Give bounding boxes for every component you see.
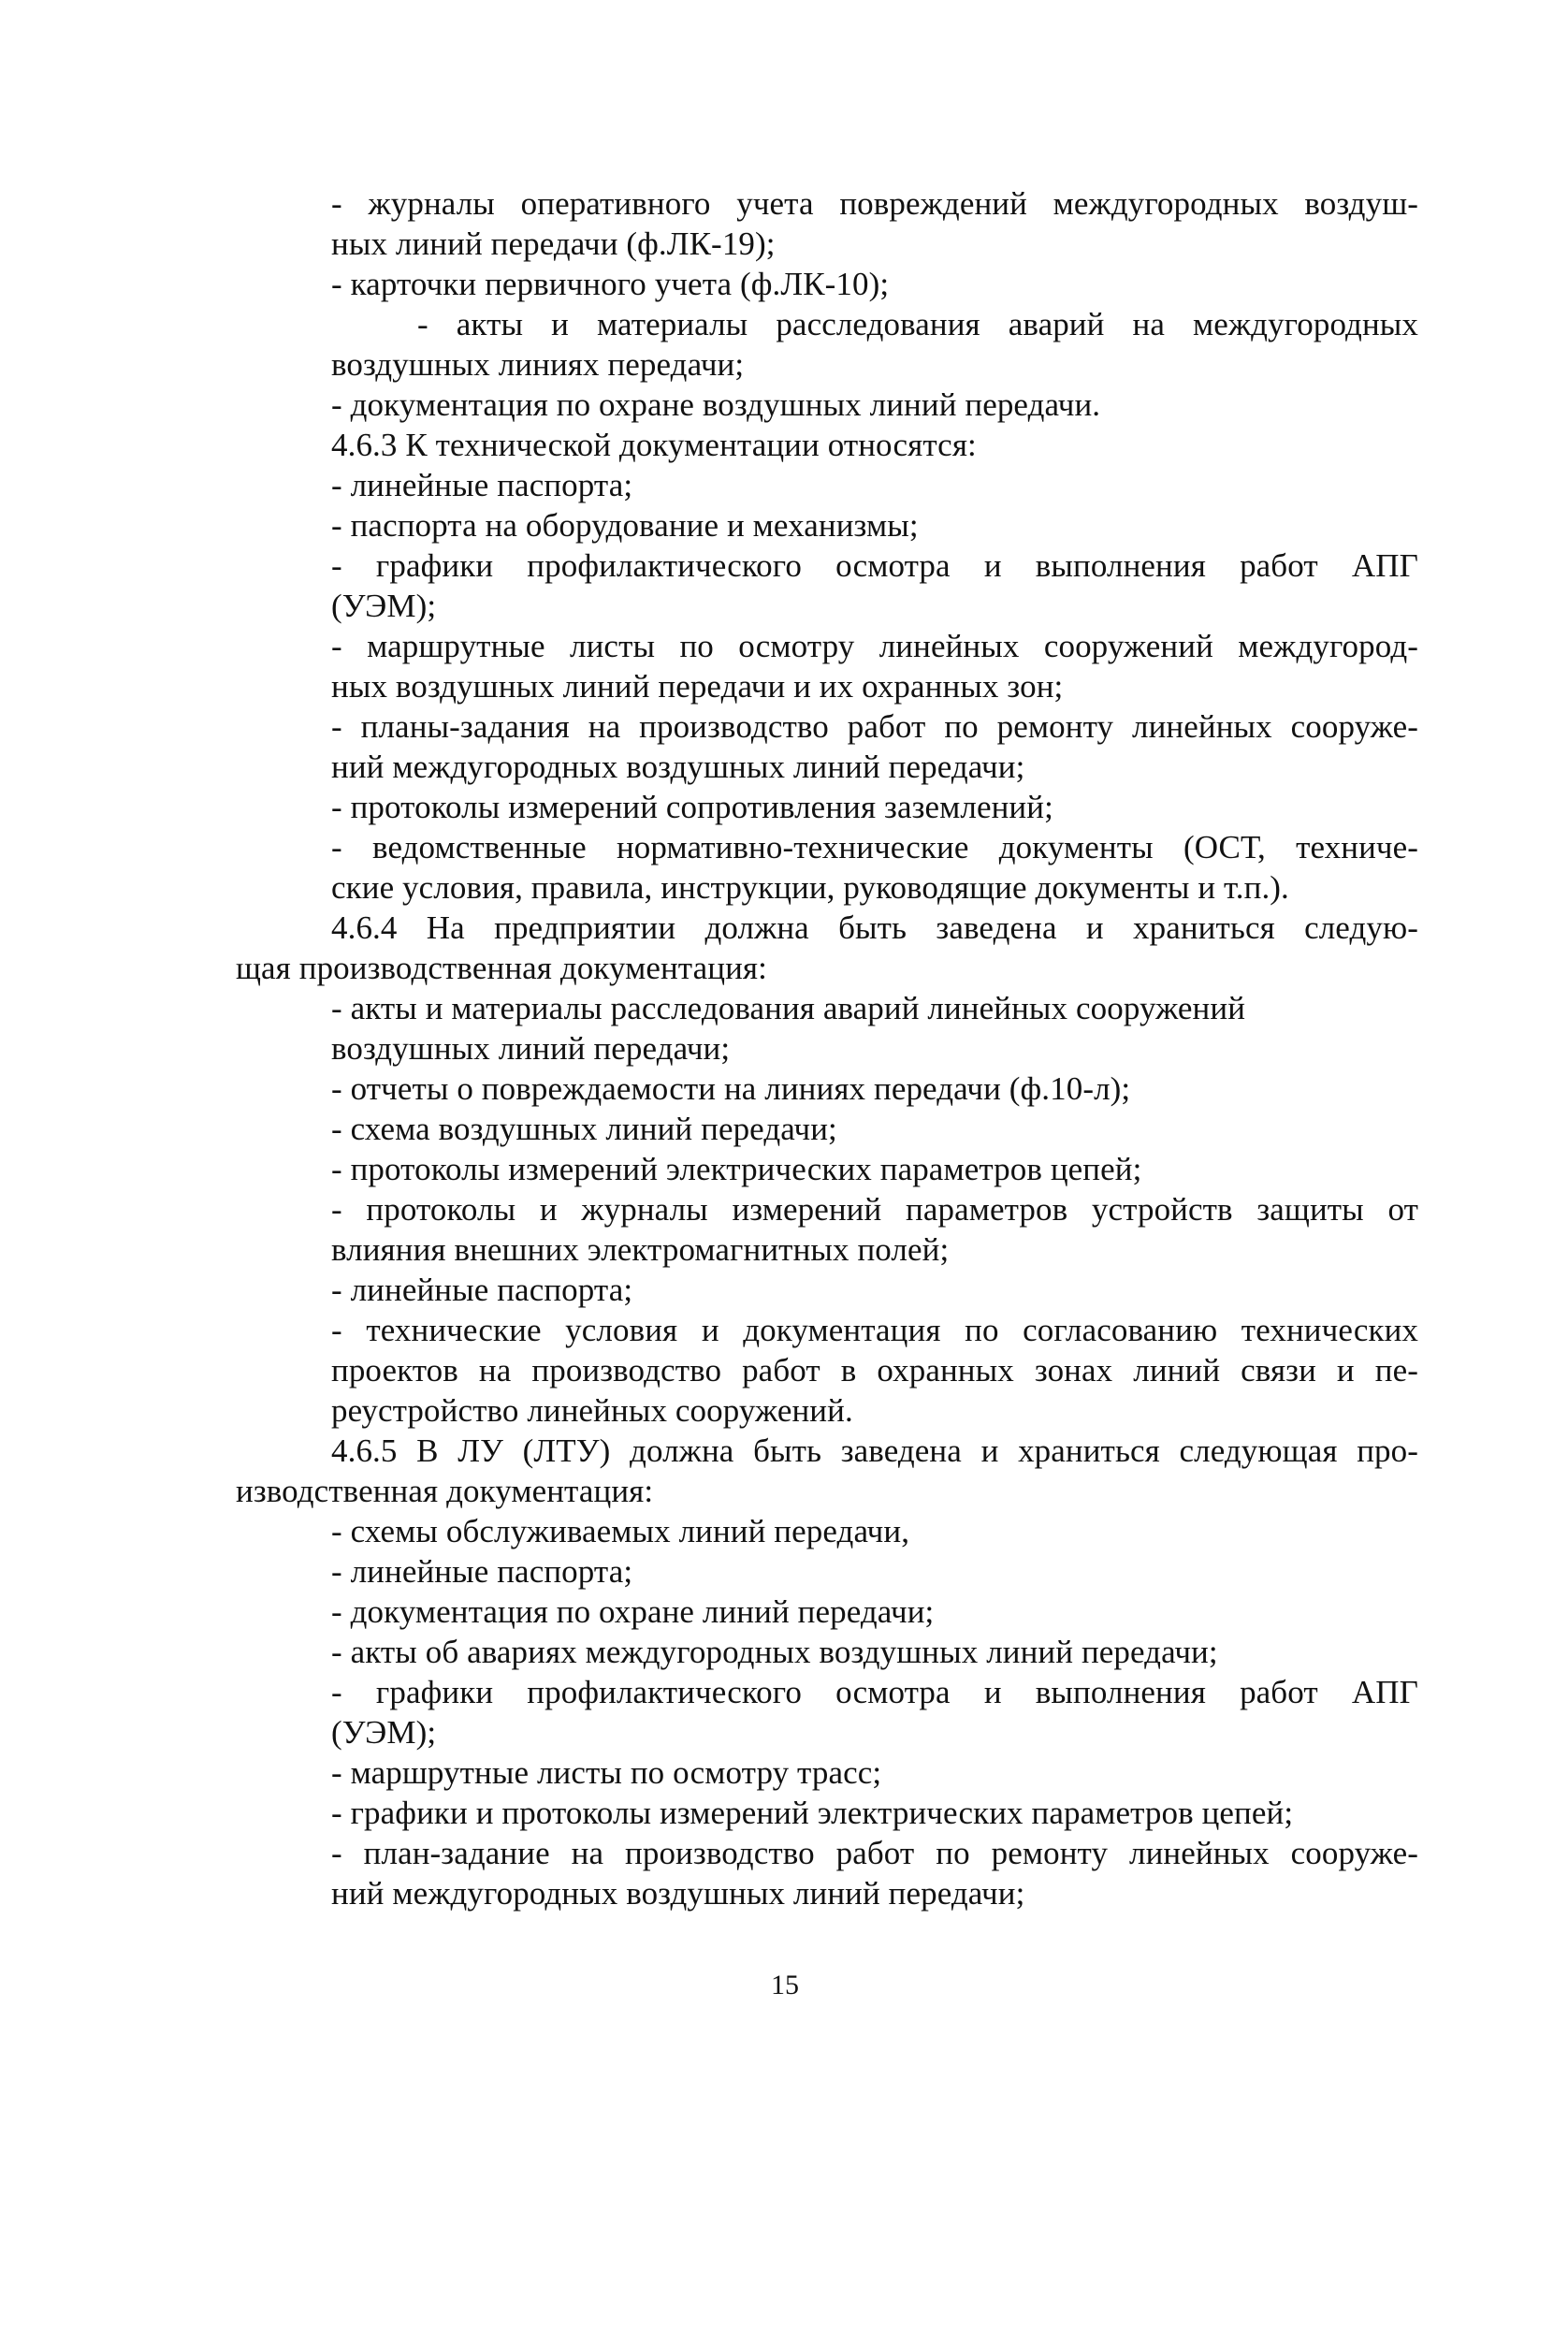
text-line: - технические условия и документация по согласованию технических <box>331 1312 1418 1348</box>
text-line: - маршрутные листы по осмотру трасс; <box>331 1754 882 1791</box>
text-line: - акты и материалы расследования аварий линейных сооружений <box>331 990 1246 1026</box>
text-line: - документация по охране воздушных линий передачи. <box>331 386 1101 423</box>
text-line: ний междугородных воздушных линий передачи; <box>331 1875 1025 1912</box>
text-line: - отчеты о повреждаемости на линиях передачи (ф.10-л); <box>331 1070 1131 1107</box>
text-line: (УЭМ); <box>331 588 437 624</box>
text-line: - графики профилактического осмотра и выполнения работ АПГ <box>331 1674 1418 1710</box>
text-line: ных воздушных линий передачи и их охранных зон; <box>331 668 1064 705</box>
text-line: - линейные паспорта; <box>331 1272 633 1308</box>
text-line: - протоколы и журналы измерений параметров устройств защиты от <box>331 1191 1418 1228</box>
text-line: - схемы обслуживаемых линий передачи, <box>331 1513 910 1549</box>
text-line: (УЭМ); <box>331 1714 437 1751</box>
text-line: - графики профилактического осмотра и выполнения работ АПГ <box>331 547 1418 584</box>
text-line: влияния внешних электромагнитных полей; <box>331 1231 950 1268</box>
text-line: ных линий передачи (ф.ЛК-19); <box>331 225 776 262</box>
text-line: - акты об авариях междугородных воздушных линий передачи; <box>331 1634 1218 1670</box>
text-line: реустройство линейных сооружений. <box>331 1392 853 1429</box>
text-line: проектов на производство работ в охранных зонах линий связи и пе- <box>331 1352 1418 1389</box>
page-number: 15 <box>771 1970 799 2000</box>
text-line: - линейные паспорта; <box>331 467 633 503</box>
section-heading: 4.6.5 В ЛУ (ЛТУ) должна быть заведена и храниться следующая про- <box>331 1432 1418 1469</box>
text-line: - акты и материалы расследования аварий на междугородных <box>417 306 1418 342</box>
section-heading: 4.6.3 К технической документации относятся: <box>331 427 977 463</box>
text-line: - протоколы измерений электрических параметров цепей; <box>331 1151 1142 1187</box>
text-line: воздушных линий передачи; <box>331 1030 731 1067</box>
text-line: щая производственная документация: <box>236 950 767 986</box>
text-line: - журналы оперативного учета повреждений междугородных воздуш- <box>331 185 1418 222</box>
text-line: - графики и протоколы измерений электрических параметров цепей; <box>331 1795 1294 1831</box>
text-line: - ведомственные нормативно-технические документы (ОСТ, техниче- <box>331 829 1418 865</box>
text-line: - планы-задания на производство работ по ремонту линейных сооруже- <box>331 708 1418 745</box>
text-line: ские условия, правила, инструкции, руководящие документы и т.п.). <box>331 869 1289 906</box>
text-line: ний междугородных воздушных линий передачи; <box>331 749 1025 785</box>
text-line: - документация по охране линий передачи; <box>331 1593 935 1630</box>
text-line: - протоколы измерений сопротивления заземлений; <box>331 789 1053 825</box>
text-line: изводственная документация: <box>236 1473 654 1509</box>
text-line: воздушных линиях передачи; <box>331 346 745 383</box>
text-line: - маршрутные листы по осмотру линейных сооружений междугород- <box>331 628 1418 664</box>
text-line: - карточки первичного учета (ф.ЛК-10); <box>331 266 890 302</box>
section-heading: 4.6.4 На предприятии должна быть заведена и храниться следую- <box>331 909 1418 946</box>
text-line: - паспорта на оборудование и механизмы; <box>331 507 919 544</box>
text-line: - план-задание на производство работ по ремонту линейных сооруже- <box>331 1835 1418 1871</box>
text-line: - схема воздушных линий передачи; <box>331 1111 837 1147</box>
text-line: - линейные паспорта; <box>331 1553 633 1590</box>
